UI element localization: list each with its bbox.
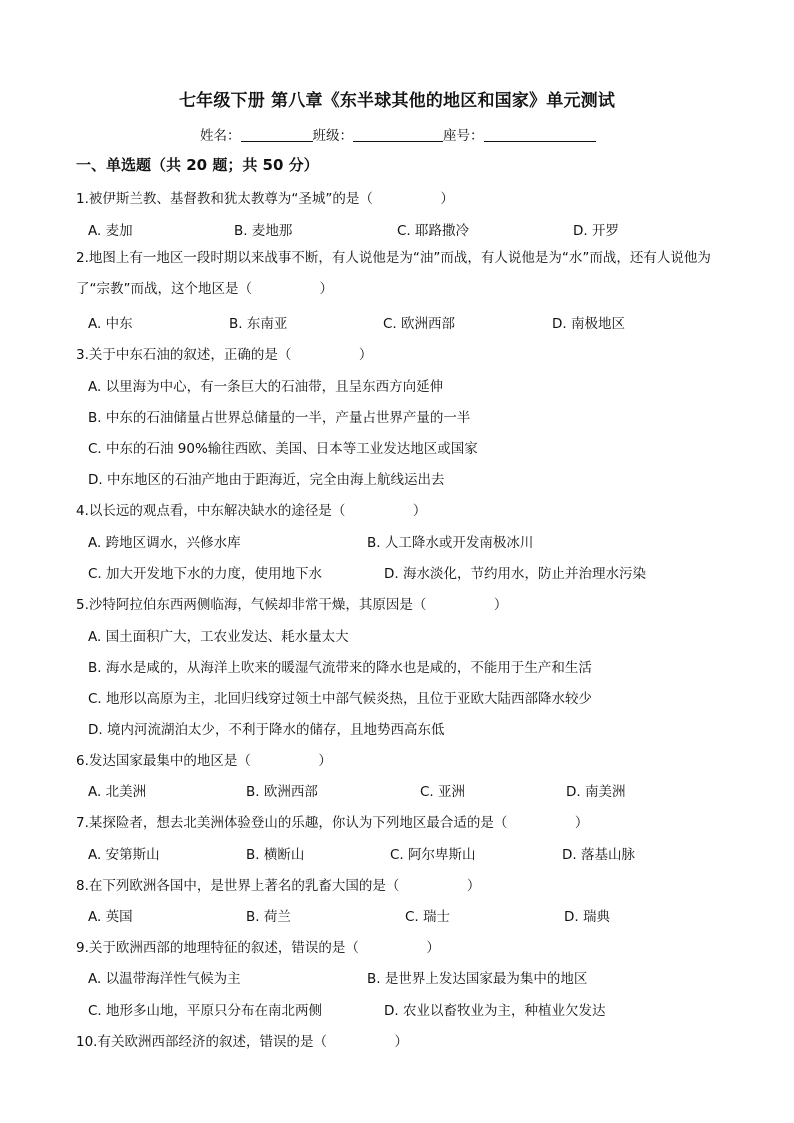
option-c[interactable]: C. 阿尔卑斯山 [390,847,476,863]
question-stem: 3.关于中东石油的叙述，正确的是（ ） [76,347,373,363]
option-b[interactable]: B. 麦地那 [234,223,293,239]
option-d[interactable]: D. 中东地区的石油产地由于距海近，完全由海上航线运出去 [88,472,445,488]
option-b[interactable]: B. 海水是咸的，从海洋上吹来的暖湿气流带来的降水也是咸的，不能用于生产和生活 [88,660,592,676]
question-stem: 1.被伊斯兰教、基督教和犹太教尊为“圣城”的是（ ） [76,191,454,207]
question-stem: 2.地图上有一地区一段时期以来战事不断，有人说他是为“油”而战，有人说他是为“水”而战，还有人说他为了“宗教”而战，这个地区是（ ） [76,250,711,297]
student-info-line [200,124,596,144]
question-stem: 6.发达国家最集中的地区是（ ） [76,753,332,769]
option-c[interactable]: C. 地形多山地，平原只分布在南北两侧 [88,1003,323,1019]
option-a[interactable]: A. 中东 [88,316,133,332]
option-c[interactable]: C. 加大开发地下水的力度，使用地下水 [88,566,323,582]
option-d[interactable]: D. 农业以畜牧业为主，种植业欠发达 [384,1003,606,1019]
option-b[interactable]: B. 是世界上发达国家最为集中的地区 [367,971,588,987]
option-c[interactable]: C. 亚洲 [420,784,466,800]
option-a[interactable]: A. 麦加 [88,223,133,239]
option-b[interactable]: B. 人工降水或开发南极冰川 [367,535,534,551]
option-c[interactable]: C. 欧洲西部 [383,316,456,332]
option-b[interactable]: B. 欧洲西部 [246,784,318,800]
option-a[interactable]: A. 国土面积广大，工农业发达、耗水量太大 [88,629,349,645]
seat-label: 座号： [443,128,484,144]
option-d[interactable]: D. 海水淡化，节约用水，防止并治理水污染 [384,566,646,582]
section-title: 一、单选题（共 20 题；共 50 分） [76,156,319,174]
name-blank[interactable] [241,127,313,142]
question-stem: 5.沙特阿拉伯东西两侧临海，气候却非常干燥，其原因是（ ） [76,597,508,613]
option-a[interactable]: A. 英国 [88,909,133,925]
option-d[interactable]: D. 南美洲 [566,784,626,800]
question-stem: 4.以长远的观点看，中东解决缺水的途径是（ ） [76,503,427,519]
option-a[interactable]: A. 以温带海洋性气候为主 [88,971,241,987]
option-b[interactable]: B. 东南亚 [229,316,288,332]
option-d[interactable]: D. 开罗 [573,223,619,239]
question-stem: 9.关于欧洲西部的地理特征的叙述，错误的是（ ） [76,940,440,956]
seat-blank[interactable] [484,127,596,142]
option-d[interactable]: D. 落基山脉 [562,847,635,863]
option-d[interactable]: D. 境内河流湖泊太少，不利于降水的储存，且地势西高东低 [88,722,445,738]
option-c[interactable]: C. 耶路撒冷 [397,223,470,239]
class-label: 班级： [312,128,353,144]
option-a[interactable]: A. 跨地区调水，兴修水库 [88,535,241,551]
option-a[interactable]: A. 安第斯山 [88,847,160,863]
option-b[interactable]: B. 荷兰 [246,909,291,925]
option-b[interactable]: B. 中东的石油储量占世界总储量的一半，产量占世界产量的一半 [88,410,471,426]
name-label: 姓名： [200,128,241,144]
class-blank[interactable] [353,127,443,142]
question-stem: 10.有关欧洲西部经济的叙述，错误的是（ ） [76,1034,408,1050]
question-stem: 8.在下列欧洲各国中，是世界上著名的乳畜大国的是（ ） [76,878,481,894]
page-title: 七年级下册 第八章《东半球其他的地区和国家》单元测试 [178,91,616,111]
option-c[interactable]: C. 中东的石油 90%输往西欧、美国、日本等工业发达地区或国家 [88,441,478,457]
option-d[interactable]: D. 南极地区 [552,316,625,332]
option-c[interactable]: C. 瑞士 [405,909,451,925]
option-a[interactable]: A. 以里海为中心，有一条巨大的石油带，且呈东西方向延伸 [88,379,444,395]
option-d[interactable]: D. 瑞典 [564,909,610,925]
question-stem: 7.某探险者，想去北美洲体验登山的乐趣，你认为下列地区最合适的是（ ） [76,815,589,831]
option-c[interactable]: C. 地形以高原为主，北回归线穿过领土中部气候炎热，且位于亚欧大陆西部降水较少 [88,691,593,707]
option-b[interactable]: B. 横断山 [246,847,305,863]
option-a[interactable]: A. 北美洲 [88,784,147,800]
